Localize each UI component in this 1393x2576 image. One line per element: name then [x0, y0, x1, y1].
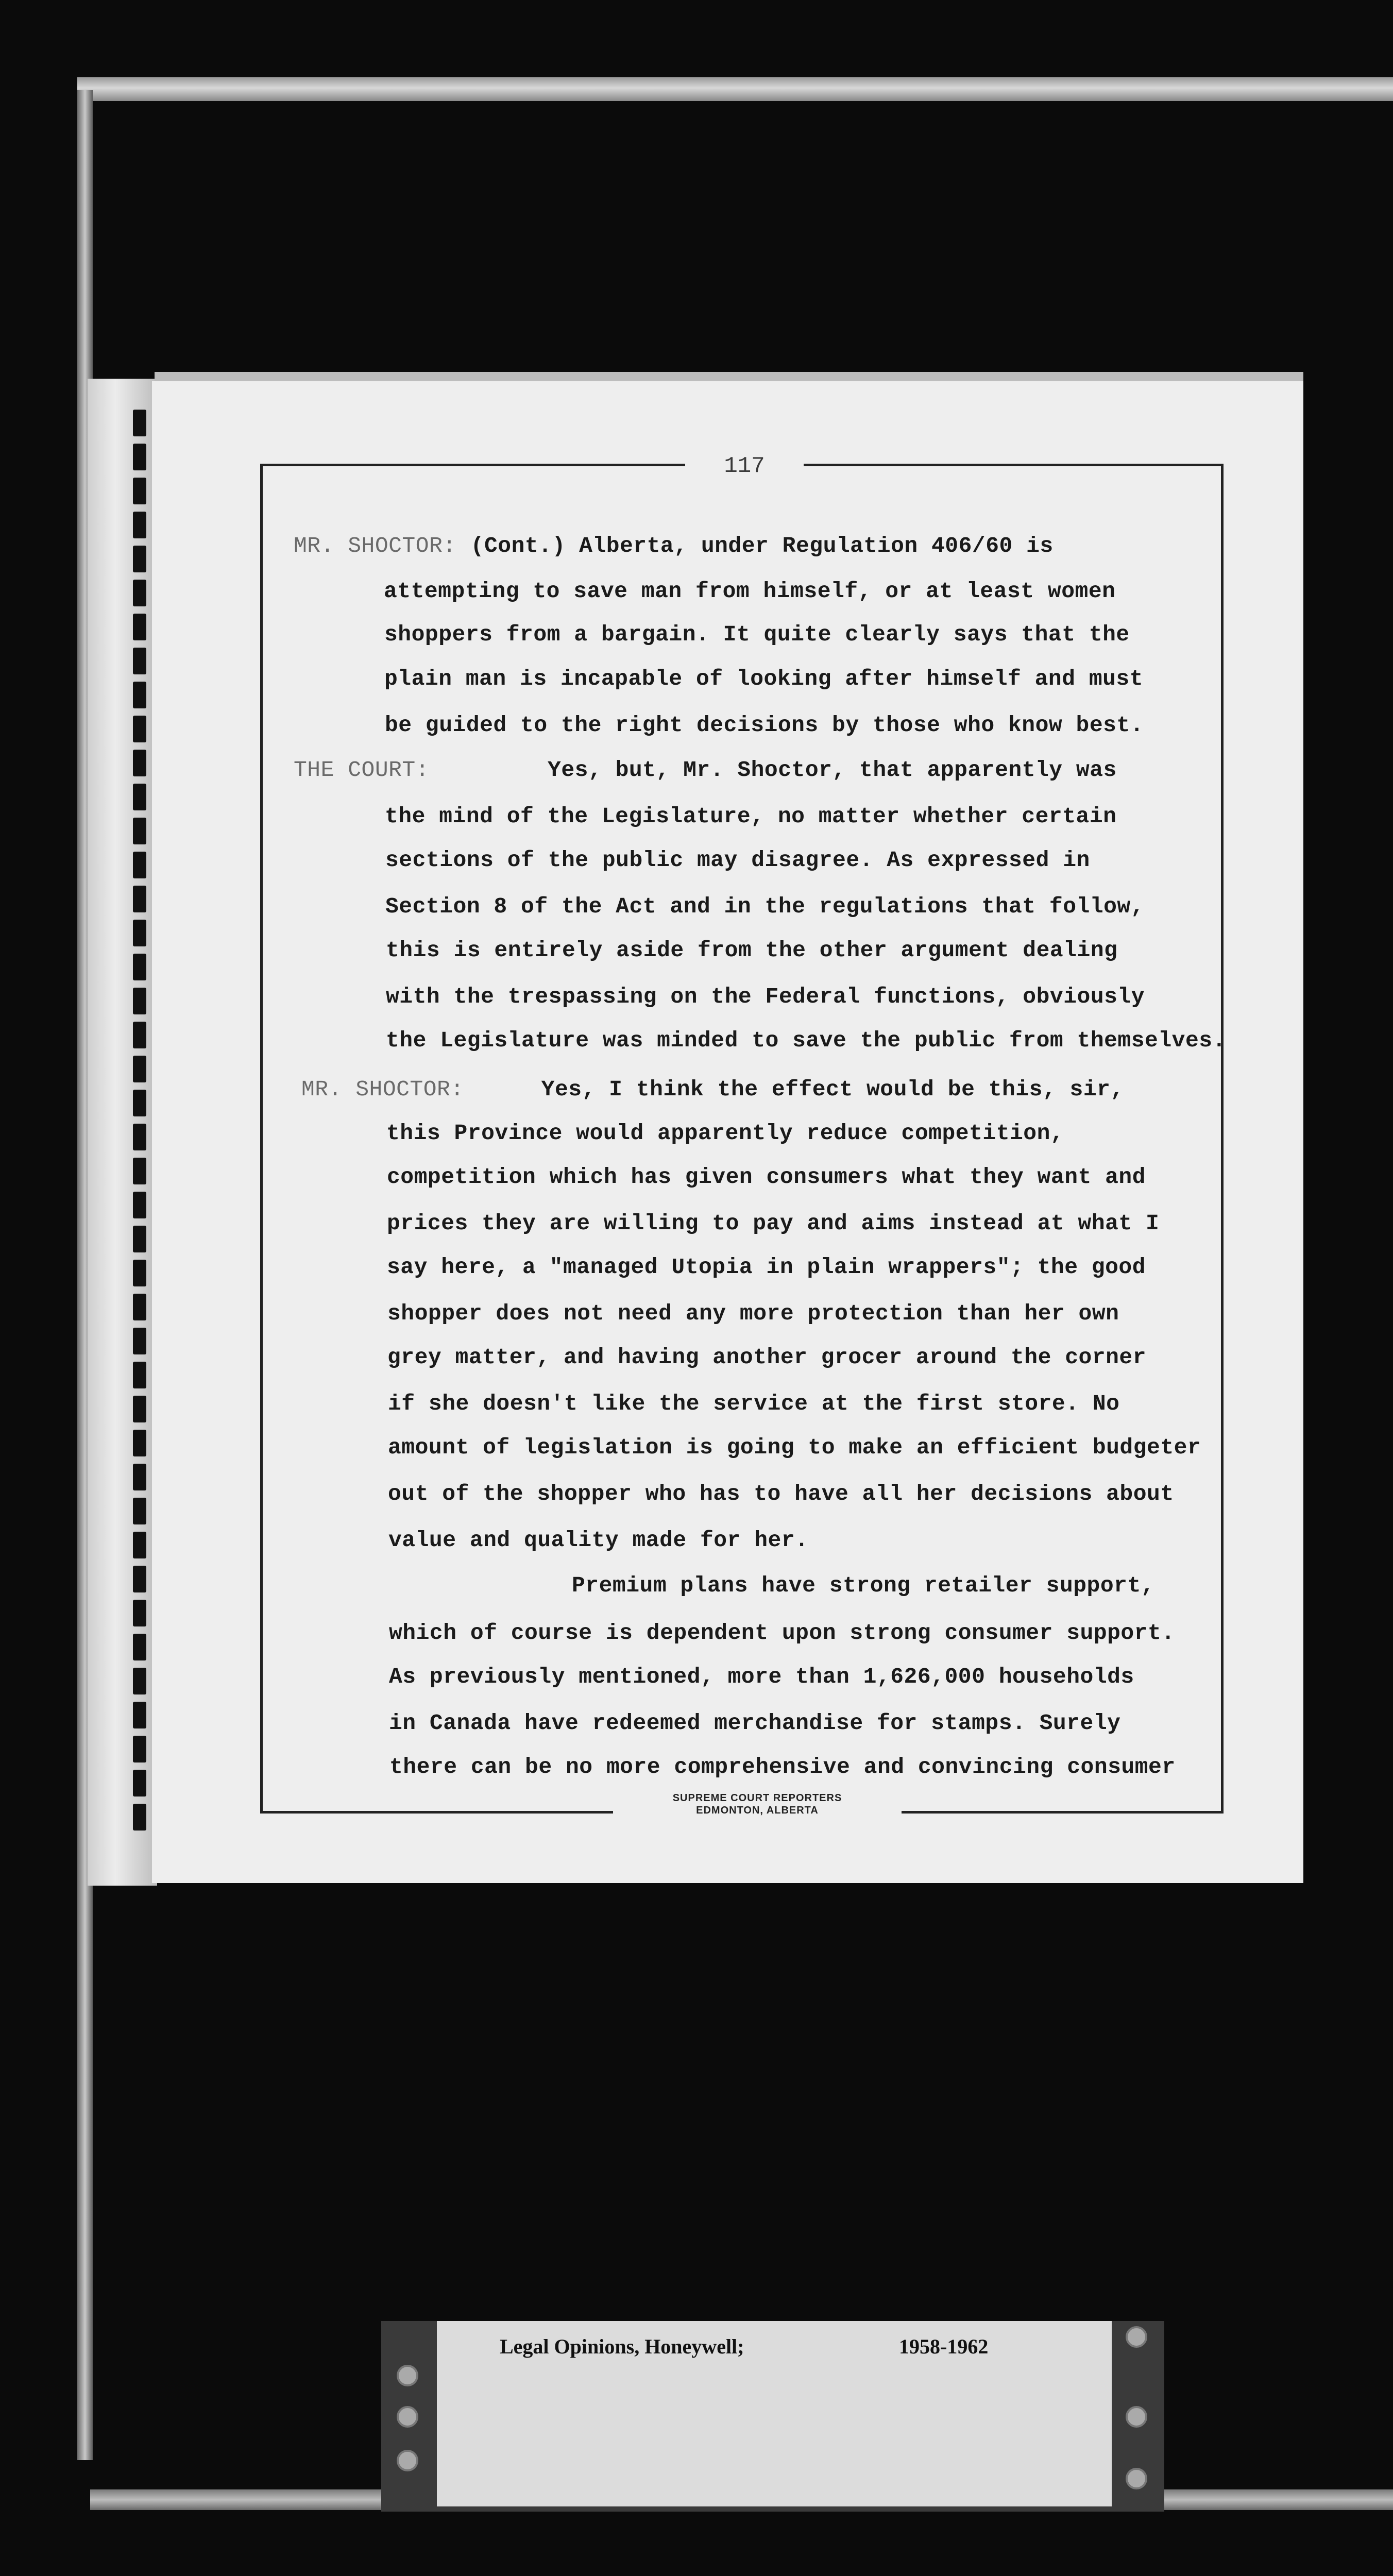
binding-hole — [133, 614, 146, 640]
line-text: amount of legislation is going to make an efficient budgeter — [388, 1435, 1201, 1460]
transcript-line — [389, 1752, 1176, 1783]
spiral-binding — [88, 379, 157, 1886]
binding-hole — [133, 1566, 146, 1592]
transcript-line — [384, 576, 1115, 607]
binding-hole — [133, 1702, 146, 1728]
binding-hole — [133, 512, 146, 538]
binding-hole — [133, 1158, 146, 1184]
line-text: As previously mentioned, more than 1,626,000 households — [389, 1664, 1134, 1689]
binding-hole — [133, 1226, 146, 1252]
line-text: shoppers from a bargain. It quite clearly says that the — [384, 622, 1130, 647]
transcript-line — [386, 981, 1145, 1012]
line-text: Premium plans have strong retailer support, — [572, 1573, 1155, 1598]
transcript-line — [294, 755, 1117, 786]
transcript-line — [294, 531, 1054, 562]
transcript-line — [389, 1708, 1120, 1739]
binding-hole — [133, 444, 146, 470]
binding-hole — [133, 1022, 146, 1048]
label-rivet-right-middle — [1126, 2406, 1147, 2428]
binding-hole — [133, 784, 146, 810]
transcript-line — [387, 1208, 1159, 1239]
transcript-line — [385, 801, 1116, 832]
binding-hole — [133, 1328, 146, 1354]
transcript-line — [387, 1162, 1146, 1193]
binding-hole — [133, 886, 146, 912]
line-text: which of course is dependent upon strong consumer support. — [389, 1620, 1175, 1646]
line-text: this Province would apparently reduce competition, — [386, 1121, 1064, 1146]
binding-hole — [133, 410, 146, 436]
binding-hole — [133, 1124, 146, 1150]
transcript-line — [388, 1388, 1119, 1419]
binding-hole — [133, 1804, 146, 1831]
binding-hole — [133, 1294, 146, 1320]
line-text: Yes, I think the effect would be this, sir, — [541, 1077, 1124, 1102]
binding-hole — [133, 954, 146, 980]
label-rivet-right-bottom — [1126, 2468, 1147, 2489]
line-text: value and quality made for her. — [388, 1528, 809, 1553]
line-text: there can be no more comprehensive and convincing consumer — [389, 1754, 1176, 1780]
page-number: 117 — [685, 451, 804, 482]
archive-label-dates: 1958-1962 — [899, 2335, 989, 2358]
binding-hole — [133, 648, 146, 674]
binding-hole — [133, 1532, 146, 1558]
line-text: Section 8 of the Act and in the regulations that follow, — [385, 894, 1145, 919]
line-text: Yes, but, Mr. Shoctor, that apparently was — [548, 757, 1117, 783]
binding-hole — [133, 1260, 146, 1286]
transcript-line — [385, 845, 1090, 876]
transcript-line — [388, 1525, 808, 1556]
line-text: prices they are willing to pay and aims instead at what I — [387, 1211, 1160, 1236]
line-text: with the trespassing on the Federal functions, obviously — [386, 984, 1145, 1009]
binding-hole — [133, 1362, 146, 1388]
line-text: out of the shopper who has to have all her decisions about — [388, 1481, 1174, 1506]
speaker-label: THE COURT: — [294, 757, 430, 783]
transcript-line — [387, 1252, 1146, 1283]
archive-label-title: Legal Opinions, Honeywell; — [500, 2335, 744, 2358]
reporter-footer — [613, 1792, 902, 1833]
binding-hole — [133, 920, 146, 946]
line-text: competition which has given consumers what they want and — [387, 1164, 1146, 1190]
line-text: sections of the public may disagree. As expressed in — [385, 848, 1090, 873]
line-text: in Canada have redeemed merchandise for stamps. Surely — [389, 1710, 1121, 1736]
footer-line-1: SUPREME COURT REPORTERS — [672, 1792, 842, 1804]
binding-hole — [133, 1668, 146, 1694]
binding-hole — [133, 1056, 146, 1082]
binding-hole — [133, 1464, 146, 1490]
transcript-line — [384, 664, 1143, 694]
transcript-line — [387, 1298, 1119, 1329]
binding-hole — [133, 478, 146, 504]
transcript-line — [384, 619, 1130, 650]
binding-hole — [133, 1090, 146, 1116]
binding-hole — [133, 716, 146, 742]
line-text: this is entirely aside from the other argument dealing — [386, 938, 1118, 963]
binding-hole — [133, 580, 146, 606]
binding-hole — [133, 818, 146, 844]
speaker-label: MR. SHOCTOR: — [301, 1077, 464, 1102]
binding-hole — [133, 1736, 146, 1762]
transcript-line — [572, 1570, 1154, 1601]
binding-hole — [133, 682, 146, 708]
line-text: shopper does not need any more protection than her own — [387, 1301, 1119, 1326]
binding-hole — [133, 1600, 146, 1626]
binding-hole — [133, 546, 146, 572]
line-text: grey matter, and having another grocer around the corner — [387, 1345, 1147, 1370]
line-text: the mind of the Legislature, no matter whether certain — [385, 804, 1117, 829]
binding-hole — [133, 1634, 146, 1660]
label-rivet-left-middle — [397, 2406, 418, 2428]
transcript-line — [385, 891, 1144, 922]
label-rivet-left-bottom — [397, 2450, 418, 2471]
transcript-line — [389, 1662, 1134, 1692]
transcript-line — [388, 1479, 1174, 1510]
transcript-line — [386, 1118, 1064, 1149]
transcript-line — [388, 1432, 1201, 1463]
film-edge-top — [77, 77, 1393, 101]
line-text: plain man is incapable of looking after himself and must — [384, 666, 1144, 691]
binding-hole — [133, 852, 146, 878]
binding-hole — [133, 988, 146, 1014]
line-text: the Legislature was minded to save the public from themselves. — [386, 1028, 1226, 1053]
binding-hole — [133, 1192, 146, 1218]
binding-hole — [133, 1430, 146, 1456]
speaker-label: MR. SHOCTOR: — [294, 533, 456, 558]
binding-hole — [133, 1770, 146, 1797]
line-text: (Cont.) Alberta, under Regulation 406/60 is — [470, 533, 1054, 558]
footer-line-2: EDMONTON, ALBERTA — [696, 1805, 819, 1816]
binding-hole — [133, 750, 146, 776]
label-rivet-right-top — [1126, 2326, 1147, 2348]
transcript-line — [389, 1618, 1175, 1649]
transcript-line — [386, 935, 1117, 966]
binding-hole — [133, 1498, 146, 1524]
transcript-line — [386, 1025, 1226, 1056]
transcript-line — [387, 1342, 1146, 1373]
line-text: if she doesn't like the service at the first store. No — [388, 1391, 1120, 1416]
transcript-line — [301, 1074, 1124, 1105]
label-rivet-left-top — [397, 2365, 418, 2386]
binding-hole — [133, 1396, 146, 1422]
transcript-line — [385, 710, 1144, 741]
line-text: be guided to the right decisions by those who know best. — [385, 713, 1144, 738]
line-text: say here, a "managed Utopia in plain wrappers"; the good — [387, 1255, 1146, 1280]
line-text: attempting to save man from himself, or at least women — [384, 579, 1116, 604]
